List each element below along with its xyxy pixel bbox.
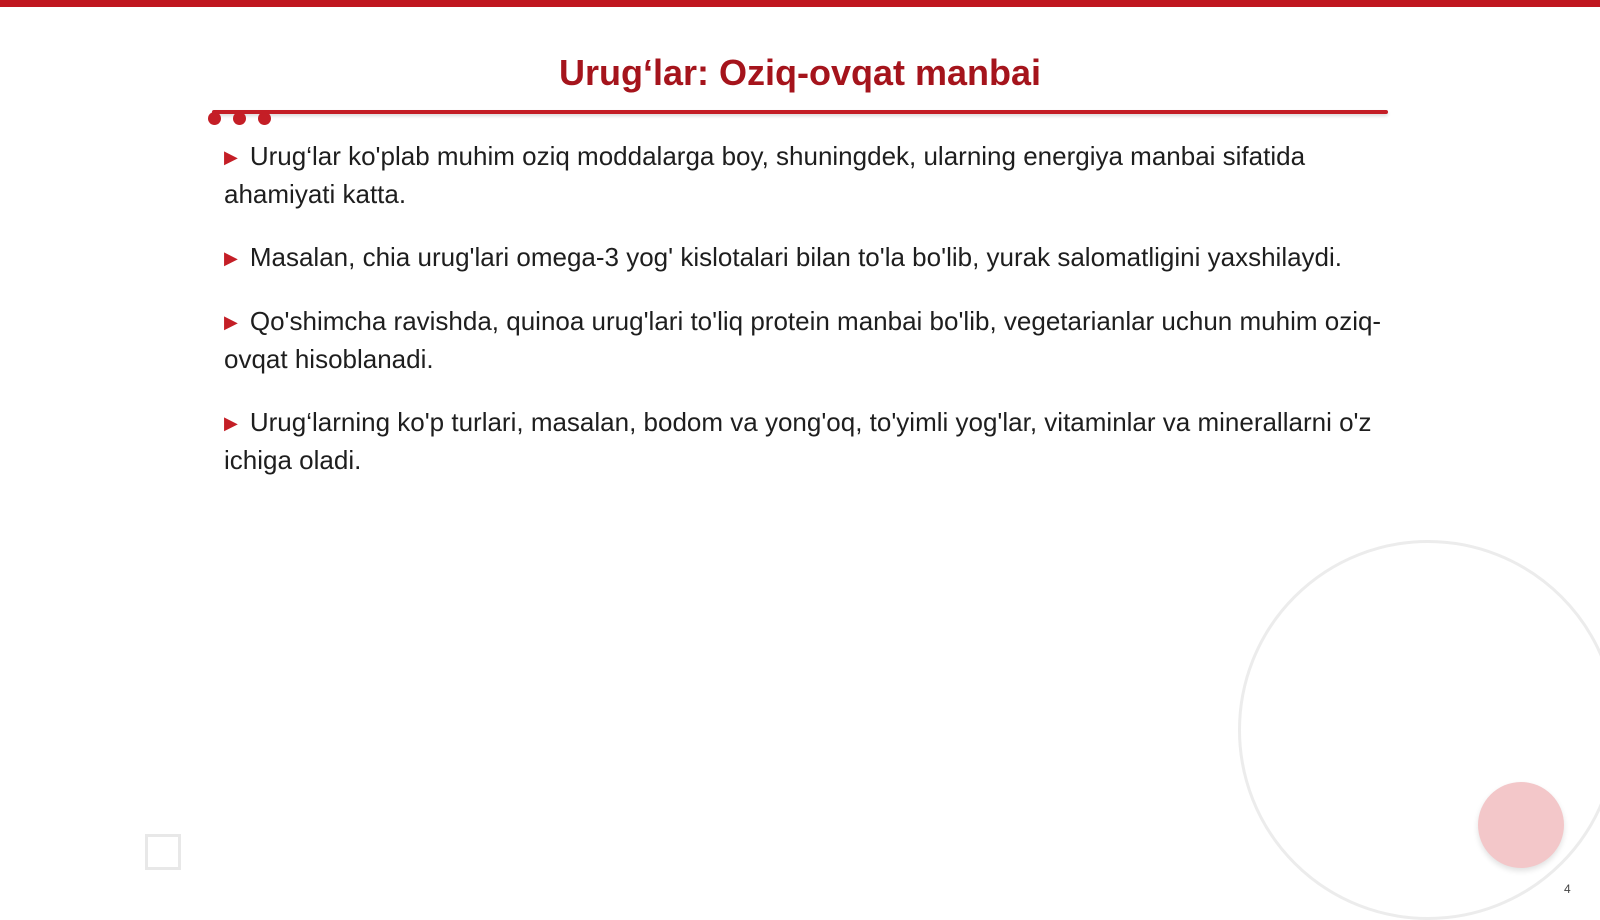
decor-dot-1 (208, 112, 221, 125)
bullet-item (224, 138, 1384, 213)
bullet-text: Masalan, chia urug'lari omega-3 yog' kislotalari bilan to'la bo'lib, yurak salomatligini yaxshilaydi. (249, 242, 1343, 272)
bullet-item (224, 303, 1384, 378)
triangle-right-icon: ▶ (224, 248, 238, 268)
top-accent-bar (0, 0, 1600, 7)
bullet-list (224, 138, 1384, 505)
bullet-text: Urug‘larning ko'p turlari, masalan, bodom va yong'oq, to'yimli yog'lar, vitaminlar va minerallarni o'z ichiga oladi. (224, 407, 1372, 475)
triangle-right-icon: ▶ (224, 413, 238, 433)
page-number: 4 (1564, 882, 1571, 896)
slide-title: Urug‘lar: Oziq-ovqat manbai (558, 52, 1042, 93)
decor-dot-2 (233, 112, 246, 125)
decor-pink-circle (1478, 782, 1564, 868)
decor-ring (1238, 540, 1600, 920)
decor-square (145, 834, 181, 870)
decor-dot-3 (258, 112, 271, 125)
bullet-text: Qo'shimcha ravishda, quinoa urug'lari to'liq protein manbai bo'lib, vegetarianlar uchun muhim oziq-ovqat hisoblanadi. (224, 306, 1382, 374)
bullet-item (224, 404, 1384, 479)
bullet-item (224, 239, 1384, 277)
title-underline (212, 110, 1388, 114)
bullet-text: Urug‘lar ko'plab muhim oziq moddalarga boy, shuningdek, ularning energiya manbai sifatida ahamiyati katta. (224, 141, 1306, 209)
triangle-right-icon: ▶ (224, 312, 238, 332)
triangle-right-icon: ▶ (224, 147, 238, 167)
